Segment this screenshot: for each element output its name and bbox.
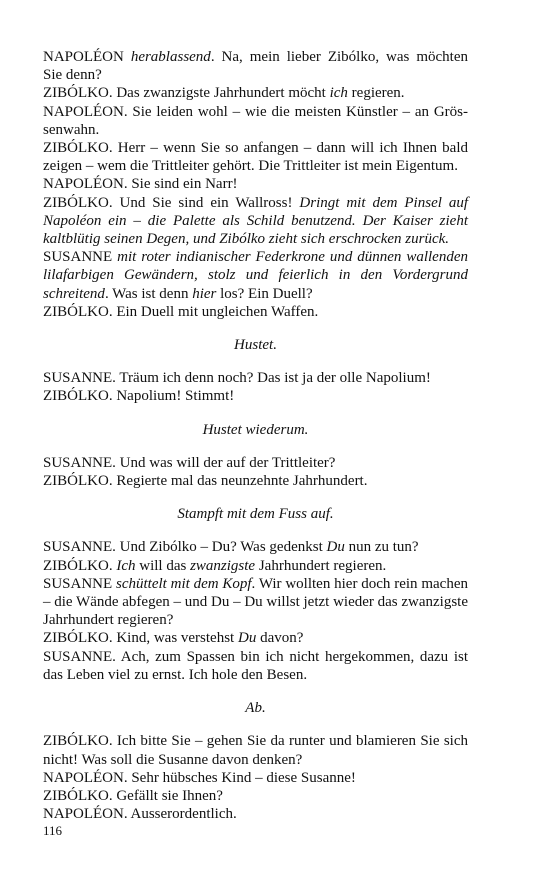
dialogue-paragraph bbox=[43, 557, 468, 575]
dialogue-paragraph bbox=[43, 84, 468, 102]
italic-text: hier bbox=[192, 285, 217, 302]
text-run: ZIBÓLKO. Regierte mal das neunzehnte Jahrhundert. bbox=[43, 473, 368, 490]
text-run: regieren. bbox=[347, 85, 405, 102]
text-run: ZIBÓLKO. bbox=[43, 557, 117, 574]
stage-direction bbox=[43, 505, 468, 523]
dialogue-paragraph bbox=[43, 248, 468, 303]
text-run: . Na, mein lieber Zibólko, was möchten Sie denn? bbox=[43, 49, 468, 84]
page-number: 116 bbox=[43, 823, 63, 838]
dialogue-paragraph bbox=[43, 575, 468, 630]
text-run: SUSANNE. Und was will der auf der Trittleiter? bbox=[43, 454, 336, 471]
text-run: . Wir wollten hier doch rein machen – die Wände abfegen – und Du – Du willst jetzt wieder das zwanzigste Jahrhundert regieren? bbox=[43, 575, 469, 629]
text-run: ZIBÓLKO. Herr – wenn Sie so anfangen – dann will ich Ihnen bald zeigen – wem die Trittleiter gehört. Die Trittleiter ist mein Eigentum. bbox=[43, 140, 468, 175]
dialogue-paragraph bbox=[43, 787, 468, 805]
text-run: NAPOLÉON. Sie leiden wohl – wie die meisten Künstler – an Grössenwahn. bbox=[43, 103, 468, 138]
italic-text: Du bbox=[237, 630, 257, 647]
text-run: SUSANNE bbox=[43, 249, 118, 266]
text-run: SUSANNE. Und Zibólko – Du? Was gedenkst bbox=[43, 539, 327, 556]
dialogue-paragraph bbox=[43, 369, 468, 387]
dialogue-paragraph bbox=[43, 194, 468, 249]
italic-text: ich bbox=[329, 85, 348, 102]
text-run: ZIBÓLKO. Das zwanzigste Jahrhundert möcht bbox=[43, 85, 330, 102]
text-run: NAPOLÉON. Ausserordentlich. bbox=[43, 806, 237, 823]
text-run: Jahrhundert regieren. bbox=[255, 557, 387, 574]
text-run: SUSANNE. Ach, zum Spassen bin ich nicht hergekommen, dazu ist das Leben viel zu ernst. Ich hole den Besen. bbox=[43, 648, 468, 683]
stage-direction bbox=[43, 699, 468, 717]
text-run: will das bbox=[135, 557, 191, 574]
text-run: SUSANNE bbox=[43, 575, 116, 592]
dialogue-paragraph bbox=[43, 303, 468, 321]
dialogue-paragraph bbox=[43, 103, 468, 139]
dialogue-paragraph bbox=[43, 472, 468, 490]
text-run: SUSANNE. Träum ich denn noch? Das ist ja der olle Napolium! bbox=[43, 370, 431, 387]
dialogue-paragraph bbox=[43, 648, 468, 684]
italic-text: schüttelt mit dem Kopf bbox=[115, 575, 252, 592]
dialogue-paragraph bbox=[43, 732, 468, 768]
text-run: . Was ist denn bbox=[104, 285, 193, 302]
text-run: Hustet wiederum. bbox=[202, 421, 309, 438]
stage-direction bbox=[43, 421, 468, 439]
dialogue-paragraph bbox=[43, 454, 468, 472]
dialogue-paragraph bbox=[43, 175, 468, 193]
text-run: ZIBÓLKO. Gefällt sie Ihnen? bbox=[43, 787, 223, 804]
italic-text: herablassend bbox=[130, 49, 211, 65]
italic-text: Dringt mit dem Pinsel auf Napoléon ein – die Palette als Schild benutzend. Der Kaiser zieht kaltblütig seinen Degen, und Zibólko zieht sich erschrocken zurück. bbox=[43, 194, 468, 248]
text-run: los? Ein Duell? bbox=[216, 285, 313, 302]
dialogue-paragraph bbox=[43, 48, 468, 84]
text-run: ZIBÓLKO. Kind, was verstehst bbox=[43, 630, 238, 647]
text-run: Ab. bbox=[245, 700, 266, 717]
text-run: ZIBÓLKO. Ich bitte Sie – gehen Sie da runter und blamieren Sie sich nicht! Was soll die Susanne davon denken? bbox=[43, 733, 468, 768]
text-run: Stampft mit dem Fuss auf. bbox=[177, 506, 334, 523]
dialogue-paragraph bbox=[43, 387, 468, 405]
text-run: ZIBÓLKO. Und Sie sind ein Wallross! bbox=[43, 194, 300, 211]
italic-text: mit roter indianischer Federkrone und dünnen wallenden lilafarbigen Gewändern, stolz und feierlich in den Vordergrund schreitend bbox=[43, 249, 468, 302]
dialogue-paragraph bbox=[43, 769, 468, 787]
text-run: ZIBÓLKO. Napolium! Stimmt! bbox=[43, 388, 235, 405]
italic-text: zwanzigste bbox=[190, 557, 256, 574]
text-run: NAPOLÉON. Sehr hübsches Kind – diese Susanne! bbox=[43, 769, 356, 786]
text-run: NAPOLÉON bbox=[43, 49, 131, 65]
page-body bbox=[43, 48, 468, 823]
text-run: ZIBÓLKO. Ein Duell mit ungleichen Waffen. bbox=[43, 303, 319, 320]
text-run: nun zu tun? bbox=[344, 539, 419, 556]
text-run: NAPOLÉON. Sie sind ein Narr! bbox=[43, 176, 238, 193]
text-run: davon? bbox=[256, 630, 304, 647]
italic-text: Du bbox=[326, 539, 345, 556]
dialogue-paragraph bbox=[43, 629, 468, 647]
dialogue-paragraph bbox=[43, 805, 468, 823]
italic-text: Ich bbox=[116, 557, 136, 574]
dialogue-paragraph bbox=[43, 139, 468, 175]
stage-direction bbox=[43, 336, 468, 354]
dialogue-paragraph bbox=[43, 538, 468, 556]
text-run: Hustet. bbox=[234, 337, 277, 354]
